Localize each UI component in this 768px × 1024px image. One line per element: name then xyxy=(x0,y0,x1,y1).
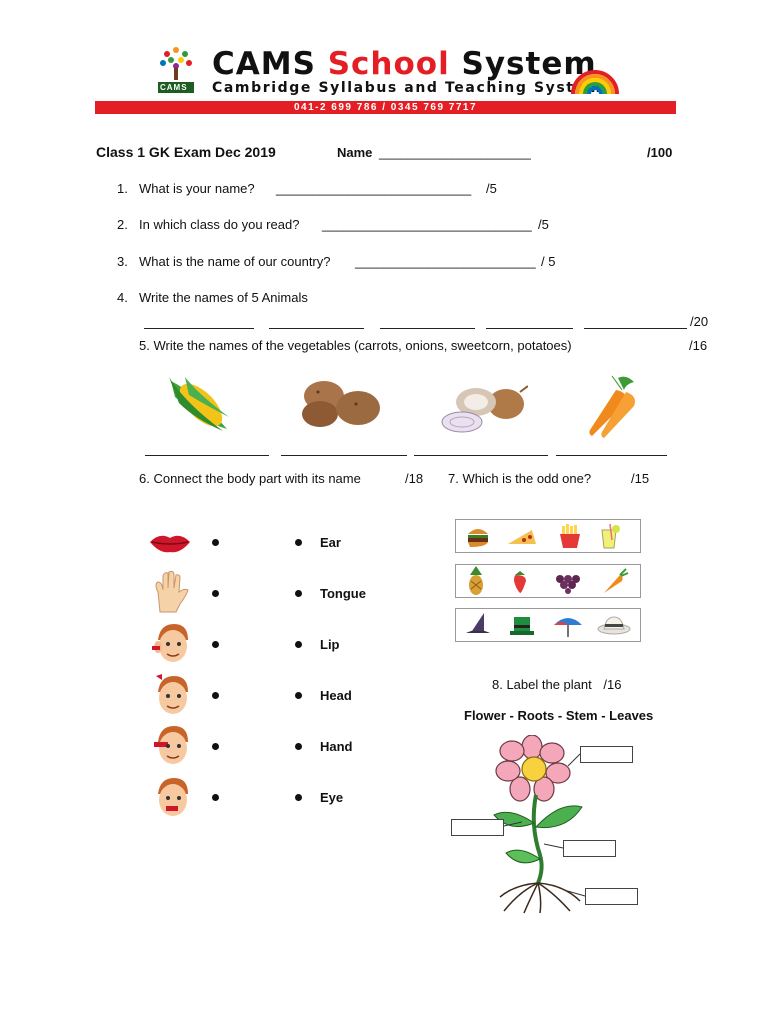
onion-icon xyxy=(440,380,528,436)
left-dot[interactable] xyxy=(212,590,219,597)
right-dot[interactable] xyxy=(295,794,302,801)
carrot-icon xyxy=(604,569,628,593)
fruit-row-icons xyxy=(456,565,640,597)
word-eye: Eye xyxy=(320,790,344,805)
q2-text: In which class do you read? xyxy=(139,217,300,232)
odd-one-row-1 xyxy=(455,519,641,553)
right-dot[interactable] xyxy=(295,590,302,597)
veg-line-2 xyxy=(281,455,407,456)
veg-line-3 xyxy=(414,455,548,456)
logo-text: CAMS xyxy=(160,83,188,92)
name-label: Name xyxy=(337,145,373,160)
q5-marks: /16 xyxy=(689,338,708,353)
animal-line-2 xyxy=(269,328,364,329)
plant-word-bank: Flower - Roots - Stem - Leaves xyxy=(464,708,654,723)
boy-face-eye-icon xyxy=(152,724,194,768)
pizza-icon xyxy=(508,530,536,544)
veg-line-1 xyxy=(145,455,269,456)
green-hat-icon xyxy=(510,617,534,635)
q1-number: 1. xyxy=(117,181,128,196)
q6-text: 6. Connect the body part with its name xyxy=(139,471,361,486)
q7-text: 7. Which is the odd one? xyxy=(448,471,592,486)
school-subtitle: Cambridge Syllabus and Teaching System xyxy=(212,80,602,96)
plant-pointer-lines xyxy=(440,740,640,910)
potato-icon xyxy=(298,378,384,430)
q4-number: 4. xyxy=(117,290,128,305)
food-row-icons xyxy=(456,520,640,552)
animal-line-4 xyxy=(486,328,573,329)
phone-bar xyxy=(95,101,676,114)
right-dot[interactable] xyxy=(295,539,302,546)
phone-numbers: 041-2 699 786 / 0345 769 7717 xyxy=(293,102,478,113)
word-hand: Hand xyxy=(320,739,353,754)
white-hat-icon xyxy=(598,617,630,634)
boy-face-ear-icon xyxy=(152,622,194,666)
q1-marks: /5 xyxy=(486,181,497,196)
name-blank: _____________________ xyxy=(379,145,531,160)
right-dot[interactable] xyxy=(295,692,302,699)
boy-face-tongue-icon xyxy=(152,776,194,820)
left-dot[interactable] xyxy=(212,692,219,699)
rainbow-icon xyxy=(570,60,620,96)
q3-number: 3. xyxy=(117,254,128,269)
word-lip: Lip xyxy=(320,637,340,652)
q3-blank: _________________________ xyxy=(355,254,536,269)
left-dot[interactable] xyxy=(212,641,219,648)
title-system: System xyxy=(461,46,597,82)
veg-line-4 xyxy=(556,455,667,456)
pineapple-icon xyxy=(469,566,483,595)
word-head: Head xyxy=(320,688,352,703)
grapes-icon xyxy=(556,575,580,594)
q4-marks: /20 xyxy=(690,314,709,329)
school-title xyxy=(212,46,597,82)
q2-blank: _____________________________ xyxy=(322,217,532,232)
right-dot[interactable] xyxy=(295,641,302,648)
q2-number: 2. xyxy=(117,217,128,232)
word-ear: Ear xyxy=(320,535,341,550)
fries-icon xyxy=(560,524,580,548)
animal-line-1 xyxy=(144,328,254,329)
word-tongue: Tongue xyxy=(320,586,366,601)
q3-text: What is the name of our country? xyxy=(139,254,331,269)
animal-line-5 xyxy=(584,328,687,329)
q8-label: 8. Label the plant xyxy=(492,677,592,692)
q1-blank: ___________________________ xyxy=(276,181,472,196)
carrot-icon xyxy=(582,374,642,440)
lips-icon xyxy=(148,532,192,554)
animal-line-3 xyxy=(380,328,475,329)
q8-text xyxy=(492,677,621,692)
q4-text: Write the names of 5 Animals xyxy=(139,290,308,305)
corn-icon xyxy=(165,373,235,435)
left-dot[interactable] xyxy=(212,743,219,750)
strawberry-icon xyxy=(514,571,526,593)
q2-marks: /5 xyxy=(538,217,549,232)
left-dot[interactable] xyxy=(212,794,219,801)
exam-total: /100 xyxy=(647,145,673,160)
q5-text: 5. Write the names of the vegetables (carrots, onions, sweetcorn, potatoes) xyxy=(139,338,572,353)
q3-marks: / 5 xyxy=(541,254,556,269)
witch-hat-icon xyxy=(466,613,490,633)
hat-row-icons xyxy=(456,609,640,641)
right-dot[interactable] xyxy=(295,743,302,750)
left-dot[interactable] xyxy=(212,539,219,546)
odd-one-row-2 xyxy=(455,564,641,598)
umbrella-icon xyxy=(554,618,582,637)
q1-text: What is your name? xyxy=(139,181,255,196)
q7-marks: /15 xyxy=(631,471,650,486)
title-school: School xyxy=(327,46,450,82)
hand-icon xyxy=(150,570,192,614)
boy-face-head-icon xyxy=(152,672,194,718)
burger-icon xyxy=(468,529,488,547)
exam-title: Class 1 GK Exam Dec 2019 xyxy=(96,144,276,160)
odd-one-row-3 xyxy=(455,608,641,642)
q8-marks: /16 xyxy=(603,677,622,692)
lemonade-icon xyxy=(602,524,620,548)
q6-marks: /18 xyxy=(405,471,424,486)
title-cams: CAMS xyxy=(212,46,316,82)
school-logo xyxy=(155,44,197,96)
